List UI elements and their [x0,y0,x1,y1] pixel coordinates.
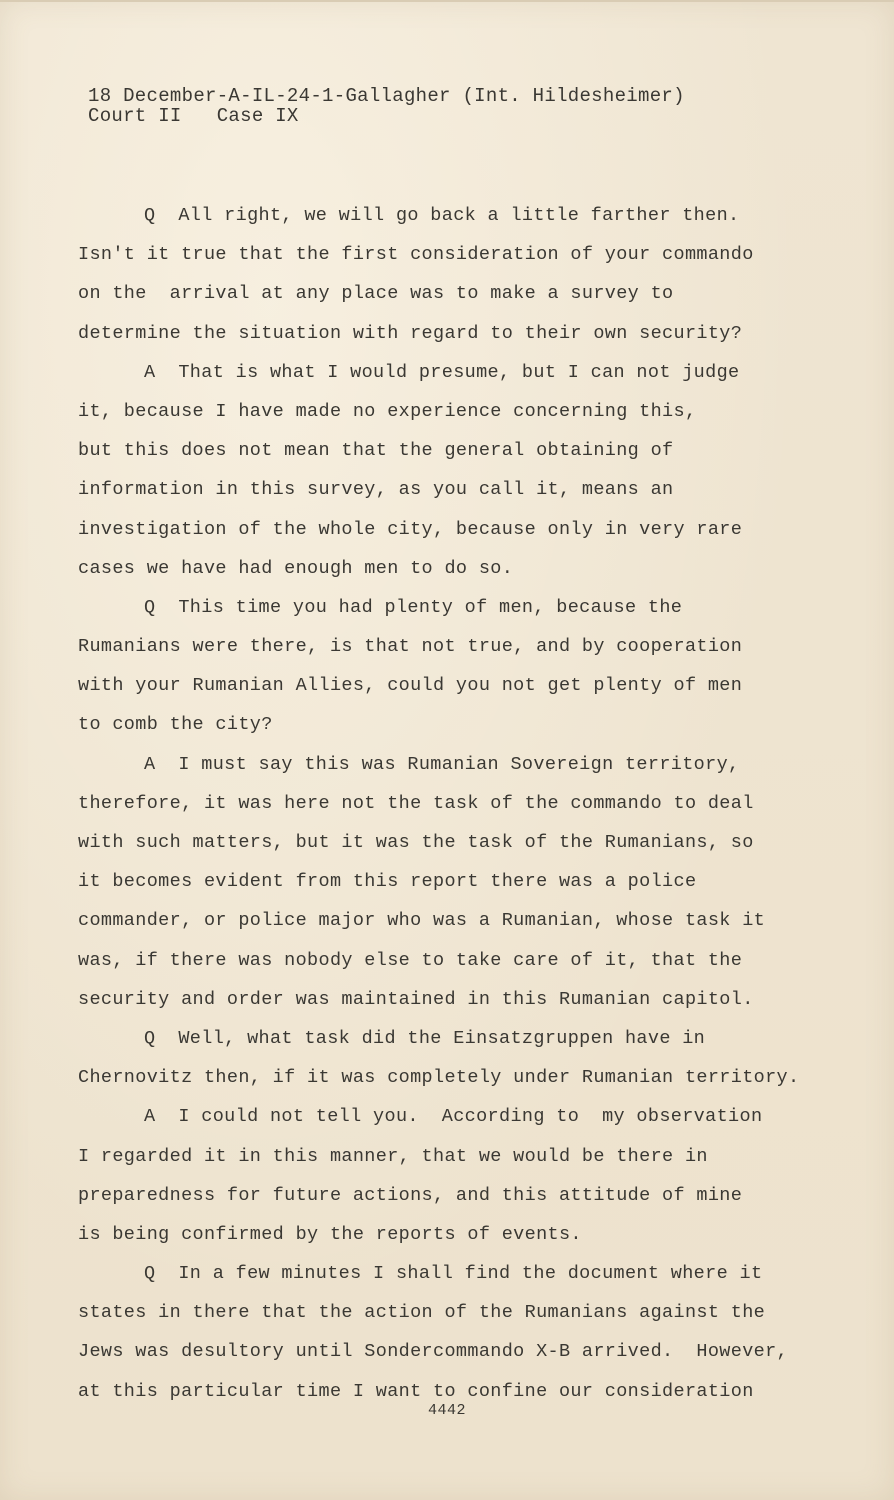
text-line: on the arrival at any place was to make a survey to [78,283,674,305]
text-line: Jews was desultory until Sondercommando X-B arrived. However, [78,1341,789,1363]
text-line: is being confirmed by the reports of events. [78,1223,582,1245]
text-line: it, because I have made no experience concerning this, [78,400,697,422]
text-line: states in there that the action of the Rumanians against the [78,1302,766,1324]
text-line: Q Well, what task did the Einsatzgruppen have in [144,1027,706,1049]
page-number: 4442 [427,1402,466,1419]
text-line: cases we have had enough men to do so. [78,557,514,579]
text-line: A I could not tell you. According to my observation [144,1106,763,1128]
text-line: Q This time you had plenty of men, because the [144,596,683,618]
text-line: therefore, it was here not the task of the commando to deal [78,792,754,814]
text-line: was, if there was nobody else to take care of it, that the [78,949,743,971]
page-edge [0,0,894,2]
text-line: Q All right, we will go back a little farther then. [144,205,740,226]
text-line: A I must say this was Rumanian Sovereign territory, [144,753,740,775]
header-line-1: 18 December-A-IL-24-1-Gallagher (Int. Hildesheimer) [88,85,685,107]
header-line-2: Court II Case IX [88,105,299,127]
text-line: Rumanians were there, is that not true, and by cooperation [78,636,743,658]
text-line: at this particular time I want to confine our consideration [78,1380,754,1402]
text-line: preparedness for future actions, and this attitude of mine [78,1184,743,1206]
text-line: commander, or police major who was a Rumanian, whose task it [78,910,766,932]
text-line: with such matters, but it was the task of the Rumanians, so [78,832,754,853]
text-line: Isn't it true that the first consideration of your commando [78,244,754,266]
transcript-body [78,196,798,1411]
text-line: but this does not mean that the general obtaining of [78,440,674,462]
text-line: investigation of the whole city, because only in very rare [78,518,743,540]
text-line: I regarded it in this manner, that we would be there in [78,1145,708,1167]
text-line: it becomes evident from this report there was a police [78,871,697,893]
document-header [88,86,685,126]
text-line: information in this survey, as you call it, means an [78,479,674,501]
text-line: with your Rumanian Allies, could you not get plenty of men [78,675,743,697]
text-line: Q In a few minutes I shall find the document where it [144,1263,763,1285]
text-line: to comb the city? [78,714,273,736]
text-line: A That is what I would presume, but I can not judge [144,361,740,383]
text-line: Chernovitz then, if it was completely under Rumanian territory. [78,1067,800,1089]
text-line: security and order was maintained in this Rumanian capitol. [78,988,754,1010]
text-line: determine the situation with regard to their own security? [78,322,743,344]
